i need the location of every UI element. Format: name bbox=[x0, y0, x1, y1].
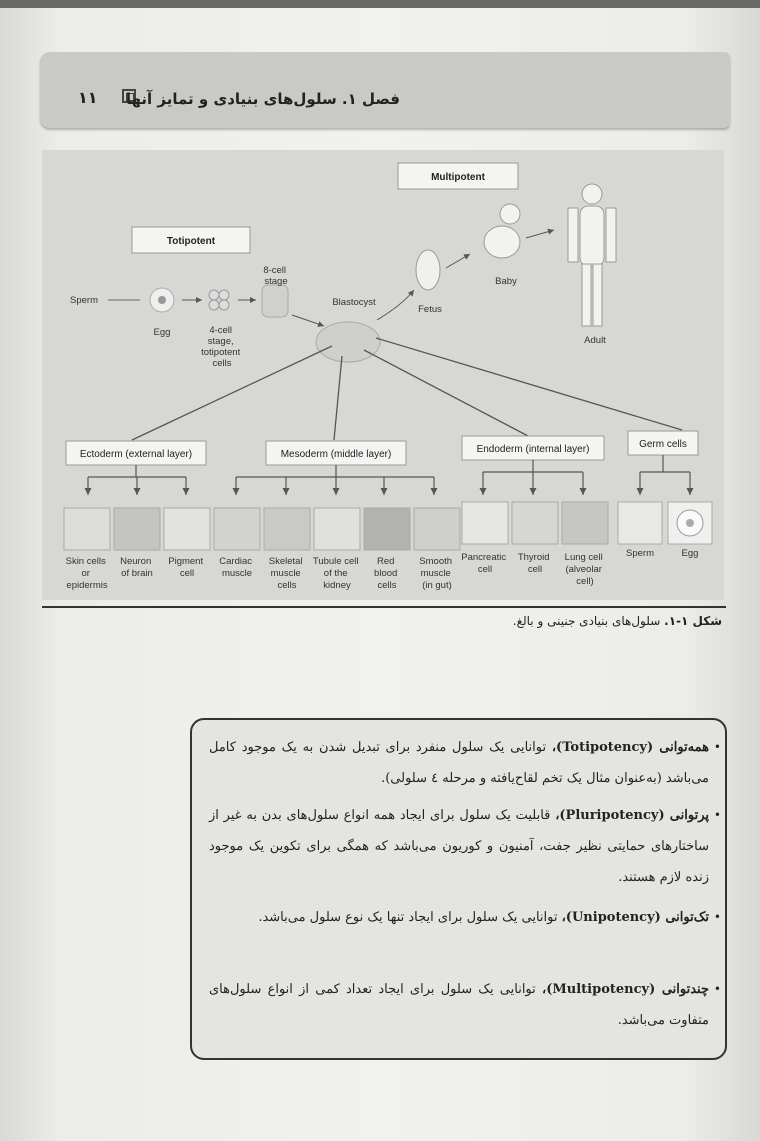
germ-cells-box bbox=[628, 431, 698, 455]
figure-rule bbox=[42, 606, 726, 608]
cell-label-pigment: Pigment cell bbox=[168, 556, 204, 579]
cell-label-pancreatic: Pancreatic cell bbox=[461, 552, 507, 575]
eight-cell-label: 8-cell stage bbox=[263, 265, 288, 287]
cell-label-skin: Skin cells or epidermis bbox=[65, 556, 108, 591]
term-multipotency: چندتوانی (Multipotency)، bbox=[542, 982, 710, 997]
stem-cell-figure bbox=[42, 150, 724, 600]
blastocyst-drawing bbox=[316, 322, 380, 362]
cell-label-skeletal: Skeletal muscle cells bbox=[268, 556, 303, 591]
cell-label-kidney: Tubule cell of the kidney bbox=[312, 556, 359, 591]
cell-label-sperm: Sperm bbox=[626, 548, 654, 559]
chapter-title: فصل ۱. سلول‌های بنیادی و تمایز آنها bbox=[125, 90, 400, 108]
fetus-drawing bbox=[416, 250, 440, 290]
four-cell-drawing bbox=[209, 290, 229, 310]
chapter-header bbox=[40, 52, 730, 128]
svg-text:Mesoderm (middle layer): Mesoderm (middle layer) bbox=[280, 449, 392, 460]
definition-multipotency: • چندتوانی (Multipotency)، توانایی یک سلول برای ایجاد تعداد کمی از انواع سلول‌های متفاوت می‌باشد. bbox=[209, 982, 721, 1028]
sperm-label: Sperm bbox=[70, 295, 98, 306]
cell-tiles bbox=[64, 502, 712, 550]
caption-label: شکل ۱-۱. bbox=[664, 614, 722, 628]
term-totipotency: همه‌توانی (Totipotency)، bbox=[551, 740, 710, 755]
eight-cell-drawing bbox=[262, 285, 288, 317]
svg-text:Ectoderm (external layer): Ectoderm (external layer) bbox=[79, 449, 193, 460]
cell-label-rbc: Red blood cells bbox=[374, 556, 398, 591]
mesoderm-box bbox=[266, 441, 406, 465]
adult-label: Adult bbox=[584, 335, 606, 346]
fetus-label: Fetus bbox=[418, 304, 442, 315]
text-unipotency: توانایی یک سلول برای ایجاد تنها یک نوع سلول می‌باشد. bbox=[258, 910, 558, 925]
svg-text:Germ cells: Germ cells bbox=[639, 439, 687, 450]
cell-label-lung: Lung cell (alveolar cell) bbox=[564, 552, 603, 587]
totipotent-label-box bbox=[132, 227, 250, 253]
text-totipotency: توانایی یک سلول منفرد برای تبدیل شدن به یک موجود کامل می‌باشد (به‌عنوان مثال یک تخم لقاح‌یافته و مرحله ٤ سلولی). bbox=[209, 740, 709, 786]
definition-totipotency: • همه‌توانی (Totipotency)، توانایی یک سلول منفرد برای تبدیل شدن به یک موجود کامل می‌باشد (به‌عنوان مثال یک تخم لقاح‌یافته و مرحله ٤ سلولی). bbox=[209, 740, 721, 786]
egg-label: Egg bbox=[153, 327, 171, 338]
endoderm-box bbox=[462, 436, 604, 460]
svg-text:Endoderm (internal layer): Endoderm (internal layer) bbox=[476, 444, 590, 455]
definition-pluripotency: • پرتوانی (Pluripotency)، قابلیت یک سلول برای ایجاد همه انواع سلول‌های بدن به غیر از ساختارهای حمایتی نظیر جفت، آمنیون و کوریون می‌باشد که همگی برای تکوین یک موجود زنده لازم هستند. bbox=[209, 808, 721, 885]
figure-caption bbox=[513, 614, 722, 628]
cell-label-thyroid: Thyroid cell bbox=[517, 552, 550, 575]
stem-cell-diagram bbox=[42, 150, 724, 600]
four-cell-label: 4-cell stage, totipotent cells bbox=[201, 325, 241, 369]
page-top-edge bbox=[0, 0, 760, 8]
definition-unipotency: • تک‌توانی (Unipotency)، توانایی یک سلول برای ایجاد تنها یک نوع سلول می‌باشد. bbox=[258, 910, 721, 925]
blastocyst-label: Blastocyst bbox=[332, 297, 376, 308]
text-pluripotency: قابلیت یک سلول برای ایجاد همه انواع سلول‌های بدن به غیر از ساختارهای حمایتی نظیر جفت، آمنیون و کوریون می‌باشد که همگی برای تکوین یک موجود زنده لازم هستند. bbox=[209, 808, 709, 885]
page-number: ۱۱ bbox=[78, 88, 98, 107]
svg-text:Multipotent: Multipotent bbox=[431, 172, 485, 183]
definitions-box bbox=[190, 718, 727, 1060]
cell-label-smooth: Smooth muscle (in gut) bbox=[419, 556, 453, 591]
multipotent-label-box bbox=[398, 163, 518, 189]
ectoderm-box bbox=[66, 441, 206, 465]
adult-drawing bbox=[568, 184, 616, 326]
svg-text:Totipotent: Totipotent bbox=[166, 236, 216, 247]
term-pluripotency: پرتوانی (Pluripotency)، bbox=[555, 808, 709, 823]
cell-label-neuron: Neuron of brain bbox=[120, 556, 153, 579]
baby-label: Baby bbox=[495, 276, 517, 287]
text-multipotency: توانایی یک سلول برای ایجاد تعداد کمی از انواع سلول‌های متفاوت می‌باشد. bbox=[209, 982, 709, 1028]
term-unipotency: تک‌توانی (Unipotency)، bbox=[561, 910, 709, 925]
cell-label-egg: Egg bbox=[681, 548, 699, 559]
caption-text: سلول‌های بنیادی جنینی و بالغ. bbox=[512, 614, 661, 628]
baby-drawing bbox=[484, 204, 520, 258]
cell-label-cardiac: Cardiac muscle bbox=[219, 556, 253, 579]
